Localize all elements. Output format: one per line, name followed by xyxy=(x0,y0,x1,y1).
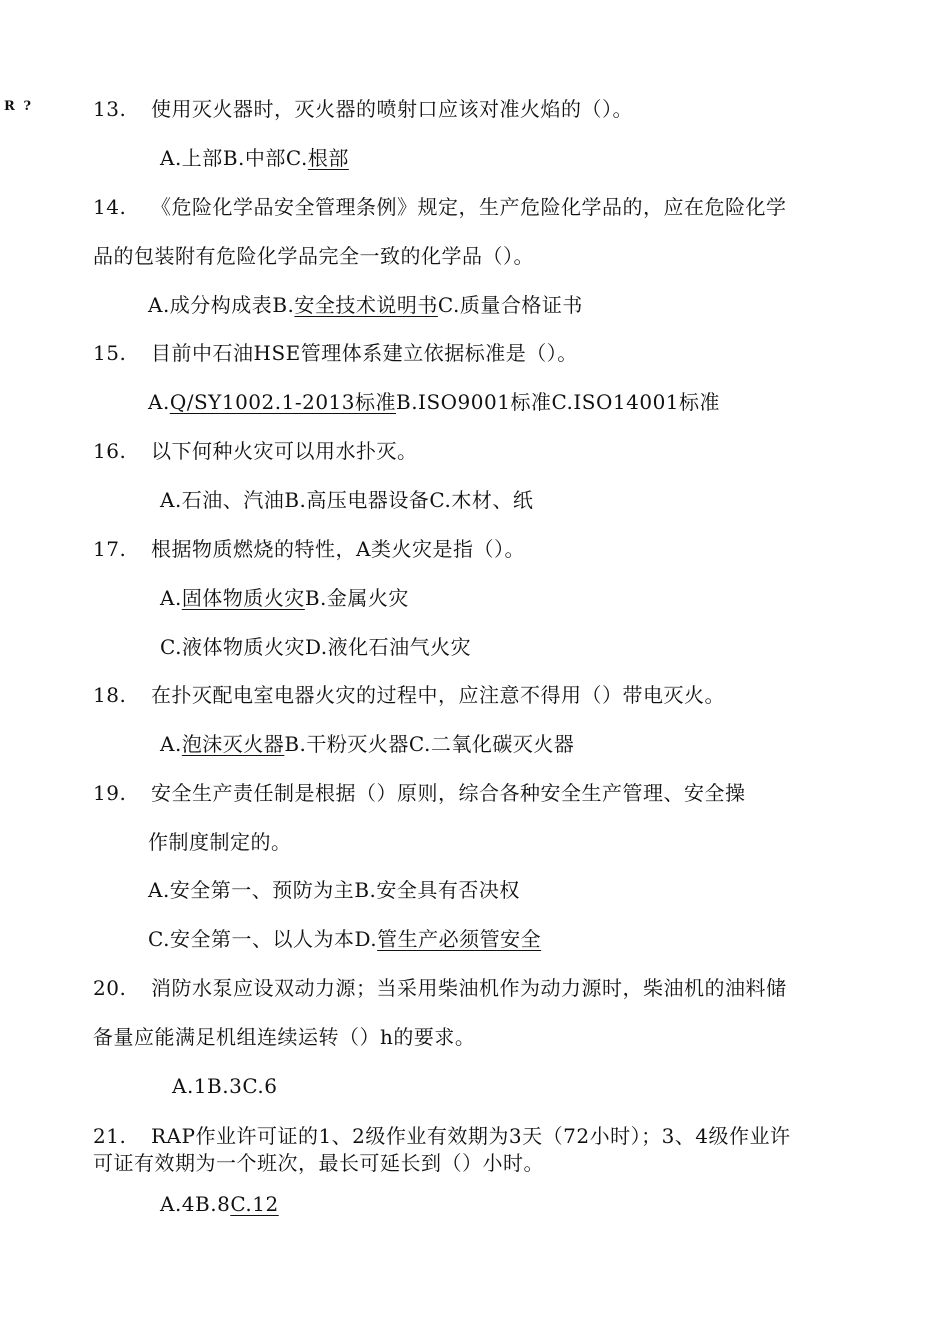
question-text: 在扑灭配电室电器火灾的过程中，应注意不得用（）带电灭火。 xyxy=(151,683,725,707)
question-18-options xyxy=(160,732,574,756)
question-21-options xyxy=(160,1192,279,1216)
question-number: 14. xyxy=(93,195,127,219)
option-c: C.质量合格证书 xyxy=(437,293,583,317)
question-number: 17. xyxy=(93,537,127,561)
question-17-options-2 xyxy=(160,635,471,659)
option-d: D.液化石油气火灾 xyxy=(304,635,472,659)
option-a: A.安全第一、预防为主 xyxy=(148,878,355,902)
question-17 xyxy=(93,537,525,561)
option-c-answer: C.12 xyxy=(230,1192,279,1216)
question-text-1: 消防水泵应设双动力源；当采用柴油机作为动力源时，柴油机的油料储 xyxy=(151,976,787,1000)
question-18 xyxy=(93,683,725,707)
question-text: 目前中石油HSE管理体系建立依据标准是（）。 xyxy=(151,341,578,365)
question-text: 使用灭火器时，灭火器的喷射口应该对准火焰的（）。 xyxy=(151,97,633,121)
question-text-2: 可证有效期为一个班次，最长可延长到（）小时。 xyxy=(93,1151,544,1175)
question-number: 20. xyxy=(93,976,127,1000)
option-b: B.8 xyxy=(195,1192,231,1216)
question-20 xyxy=(93,976,787,1000)
option-b-prefix: B. xyxy=(272,293,295,317)
question-19-options-1 xyxy=(148,878,520,902)
option-a: A.1 xyxy=(172,1074,208,1098)
option-d-answer: 管生产必须管安全 xyxy=(377,927,542,951)
question-number: 16. xyxy=(93,439,127,463)
question-21 xyxy=(93,1124,791,1148)
option-a-prefix: A. xyxy=(160,586,182,610)
option-c: C.液体物质火灾 xyxy=(160,635,305,659)
question-14-options xyxy=(148,293,583,317)
question-15 xyxy=(93,341,578,365)
question-text-2: 备量应能满足机组连续运转（）h的要求。 xyxy=(93,1025,476,1049)
option-c: C.ISO14001标准 xyxy=(551,390,721,414)
option-a: A.4 xyxy=(160,1192,196,1216)
question-20-cont xyxy=(93,1025,475,1049)
question-number: 15. xyxy=(93,341,127,365)
option-a: A.石油、汽油 xyxy=(160,488,285,512)
question-17-options-1 xyxy=(160,586,409,610)
option-b: B.干粉灭火器 xyxy=(284,732,409,756)
question-text-1: RAP作业许可证的1、2级作业有效期为3天（72小时）；3、4级作业许 xyxy=(151,1124,791,1148)
question-text: 以下何种火灾可以用水扑灭。 xyxy=(151,439,418,463)
option-a-prefix: A. xyxy=(148,390,170,414)
question-16 xyxy=(93,439,418,463)
question-text-2: 品的包装附有危险化学品完全一致的化学品（）。 xyxy=(93,244,534,268)
question-20-options xyxy=(172,1074,277,1098)
option-a: A.成分构成表 xyxy=(148,293,273,317)
option-b: B.3 xyxy=(207,1074,243,1098)
option-a-answer: 固体物质火灾 xyxy=(181,586,305,610)
option-a-answer: 泡沫灭火器 xyxy=(181,732,285,756)
question-text-2: 作制度制定的。 xyxy=(148,830,292,854)
margin-marker: R ? xyxy=(4,99,33,114)
question-text: 根据物质燃烧的特性，A类火灾是指（）。 xyxy=(151,537,525,561)
option-d-prefix: D. xyxy=(354,927,378,951)
question-14 xyxy=(93,195,787,219)
question-21-cont xyxy=(93,1151,544,1175)
option-b: B.金属火灾 xyxy=(304,586,409,610)
option-a-answer: Q/SY1002.1-2013标准 xyxy=(169,390,396,414)
option-c-prefix: C. xyxy=(285,146,308,170)
question-16-options xyxy=(160,488,533,512)
option-a-prefix: A. xyxy=(160,732,182,756)
option-c: C.二氧化碳灭火器 xyxy=(408,732,575,756)
option-c-answer: 根部 xyxy=(307,146,349,170)
question-number: 19. xyxy=(93,781,127,805)
question-text-1: 安全生产责任制是根据（）原则，综合各种安全生产管理、安全操 xyxy=(151,781,746,805)
question-19-cont xyxy=(148,830,292,854)
option-a: A.上部 xyxy=(160,146,223,170)
option-c: C.安全第一、以人为本 xyxy=(148,927,355,951)
option-b: B.中部 xyxy=(222,146,286,170)
question-number: 13. xyxy=(93,97,127,121)
question-19-options-2 xyxy=(148,927,541,951)
option-b-answer: 安全技术说明书 xyxy=(294,293,438,317)
question-19 xyxy=(93,781,746,805)
question-13-options xyxy=(160,146,349,170)
option-c: C.木材、纸 xyxy=(429,488,534,512)
question-14-cont xyxy=(93,244,534,268)
option-c: C.6 xyxy=(242,1074,278,1098)
question-15-options xyxy=(148,390,720,414)
question-text-1: 《危险化学品安全管理条例》规定，生产危险化学品的，应在危险化学 xyxy=(151,195,787,219)
option-b: B.安全具有否决权 xyxy=(354,878,520,902)
question-number: 21. xyxy=(93,1124,127,1148)
option-b: B.高压电器设备 xyxy=(284,488,430,512)
question-number: 18. xyxy=(93,683,127,707)
question-13 xyxy=(93,97,633,121)
option-b: B.ISO9001标准 xyxy=(396,390,552,414)
